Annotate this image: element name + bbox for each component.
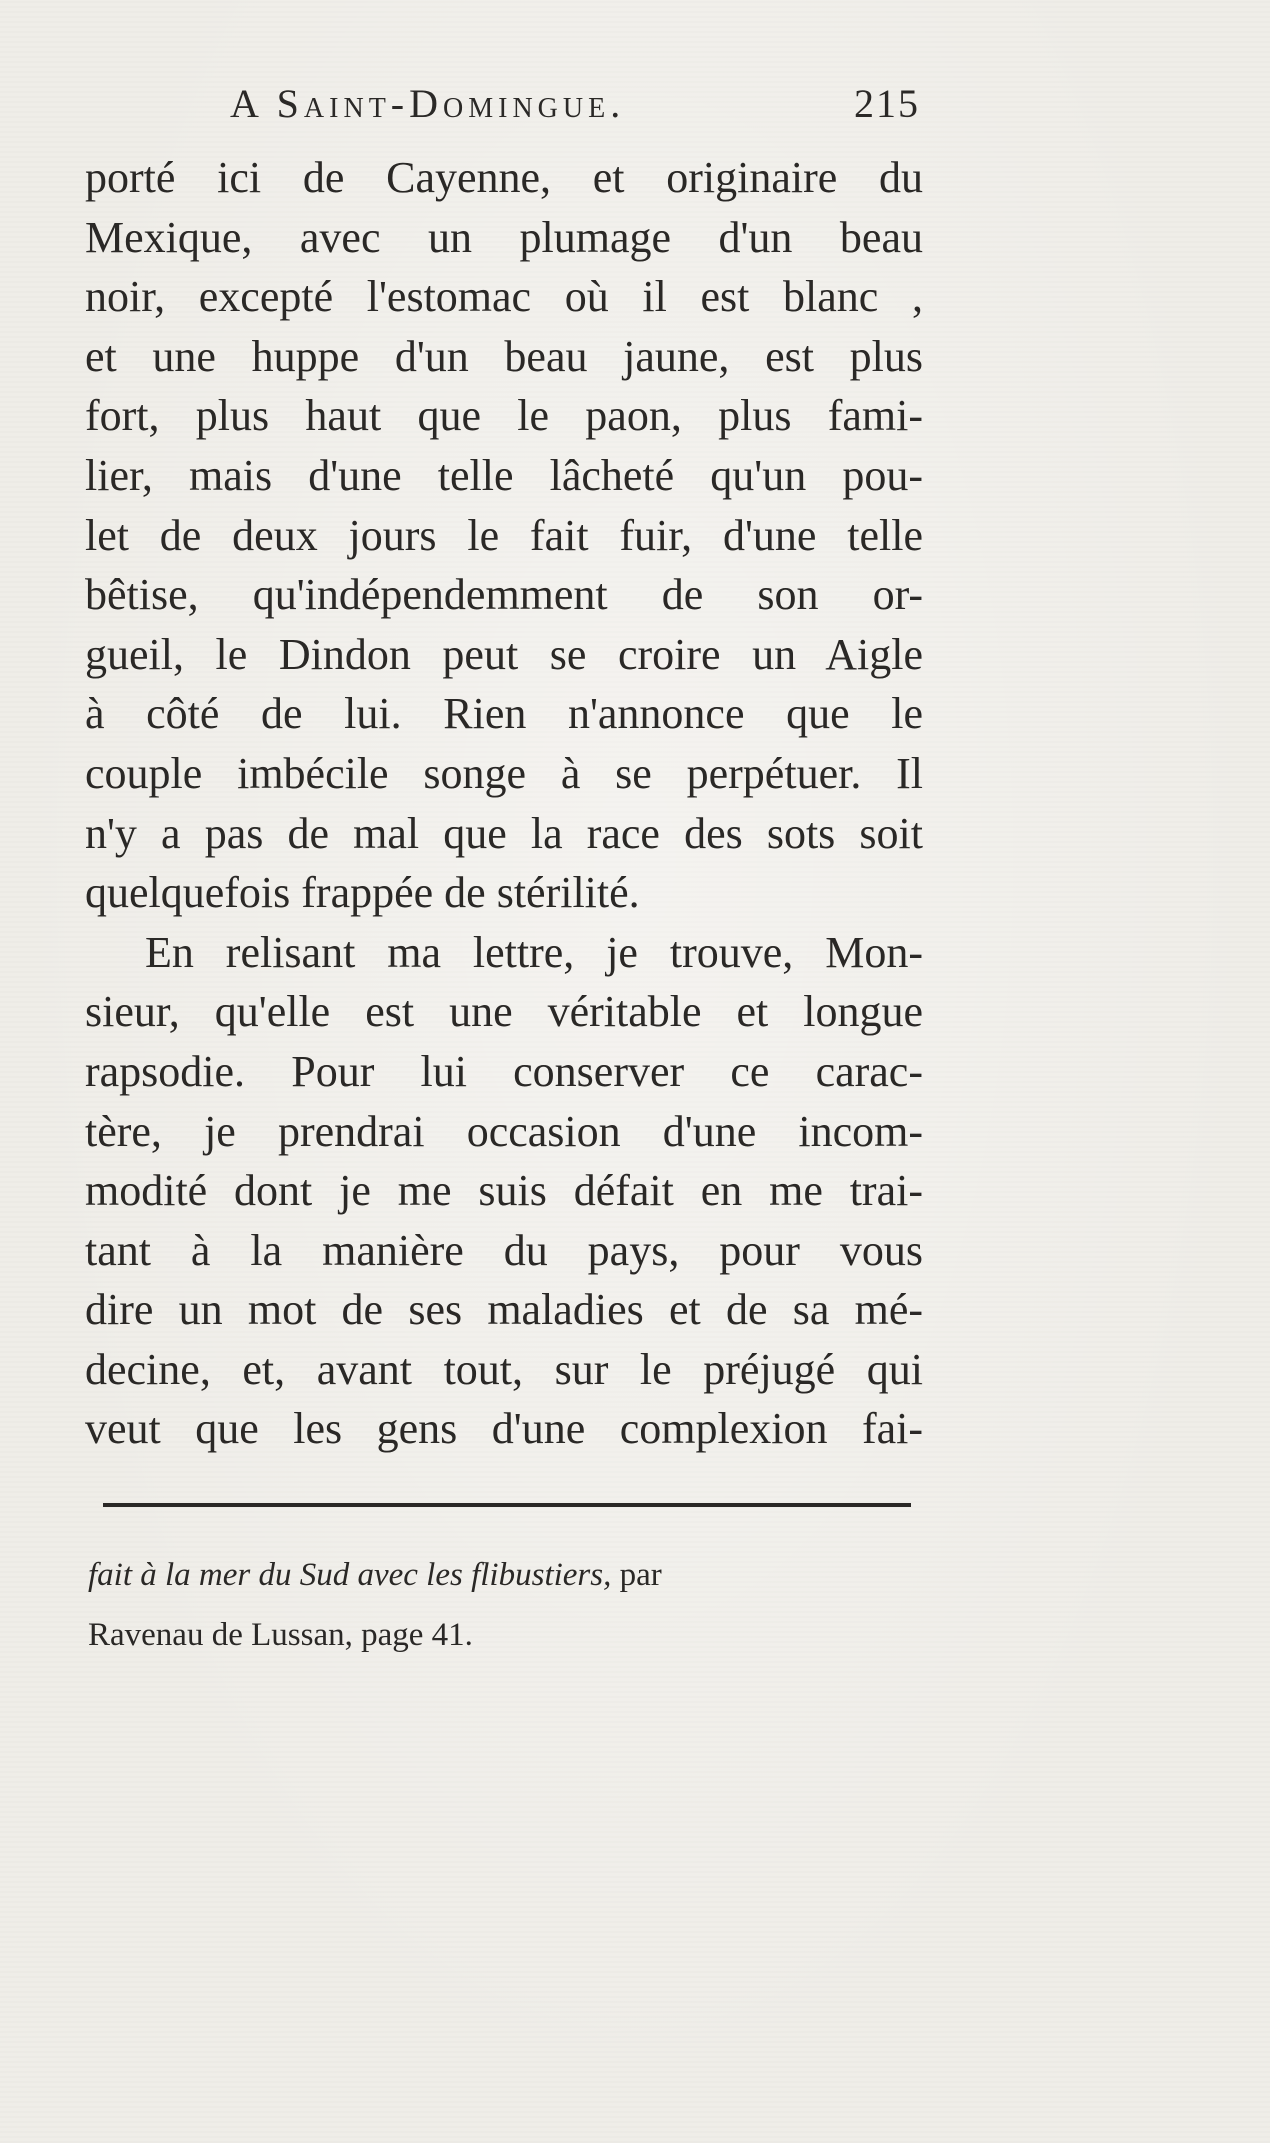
footnote-line bbox=[88, 1545, 928, 1605]
text-line: bêtise, qu'indépendemment de son or- bbox=[85, 570, 923, 620]
paragraph-end-line: quelquefois frappée de stérilité. bbox=[85, 868, 640, 918]
text-line: tère, je prendrai occasion d'une incom- bbox=[85, 1106, 923, 1156]
text-line: à côté de lui. Rien n'annonce que le bbox=[85, 689, 923, 739]
text-line: rapsodie. Pour lui conserver ce carac- bbox=[85, 1046, 923, 1096]
text-line: gueil, le Dindon peut se croire un Aigle bbox=[85, 629, 923, 679]
text-line: n'y a pas de mal que la race des sots soit bbox=[85, 808, 923, 858]
text-line: tant à la manière du pays, pour vous bbox=[85, 1225, 923, 1275]
footnote-italic-text: fait à la mer du Sud avec les flibustiers, bbox=[88, 1557, 612, 1593]
text-line: sieur, qu'elle est une véritable et longue bbox=[85, 987, 923, 1037]
text-line: lier, mais d'une telle lâcheté qu'un pou- bbox=[85, 450, 923, 500]
text-line: decine, et, avant tout, sur le préjugé qui bbox=[85, 1344, 923, 1394]
body-text bbox=[85, 148, 923, 1459]
footnote-line: Ravenau de Lussan, page 41. bbox=[88, 1617, 473, 1653]
footnote bbox=[88, 1545, 928, 1665]
text-line: porté ici de Cayenne, et originaire du bbox=[85, 153, 923, 202]
footnote-rule bbox=[103, 1503, 911, 1507]
text-line: let de deux jours le fait fuir, d'une telle bbox=[85, 510, 923, 560]
footnote-roman-text: par bbox=[611, 1557, 662, 1593]
text-line: et une huppe d'un beau jaune, est plus bbox=[85, 331, 923, 381]
text-line: veut que les gens d'une complexion fai- bbox=[85, 1404, 923, 1454]
page-number: 215 bbox=[854, 81, 920, 126]
text-line: Mexique, avec un plumage d'un beau bbox=[85, 212, 923, 262]
text-line: fort, plus haut que le paon, plus fami- bbox=[85, 391, 923, 441]
running-head bbox=[230, 80, 920, 130]
text-line: couple imbécile songe à se perpétuer. Il bbox=[85, 748, 923, 798]
text-line: noir, excepté l'estomac où il est blanc , bbox=[85, 272, 923, 322]
text-line: modité dont je me suis défait en me trai- bbox=[85, 1166, 923, 1216]
running-title: A Saint-Domingue. bbox=[230, 81, 626, 126]
text-line: dire un mot de ses maladies et de sa mé- bbox=[85, 1285, 923, 1335]
paragraph-start-line: En relisant ma lettre, je trouve, Mon- bbox=[145, 927, 923, 977]
